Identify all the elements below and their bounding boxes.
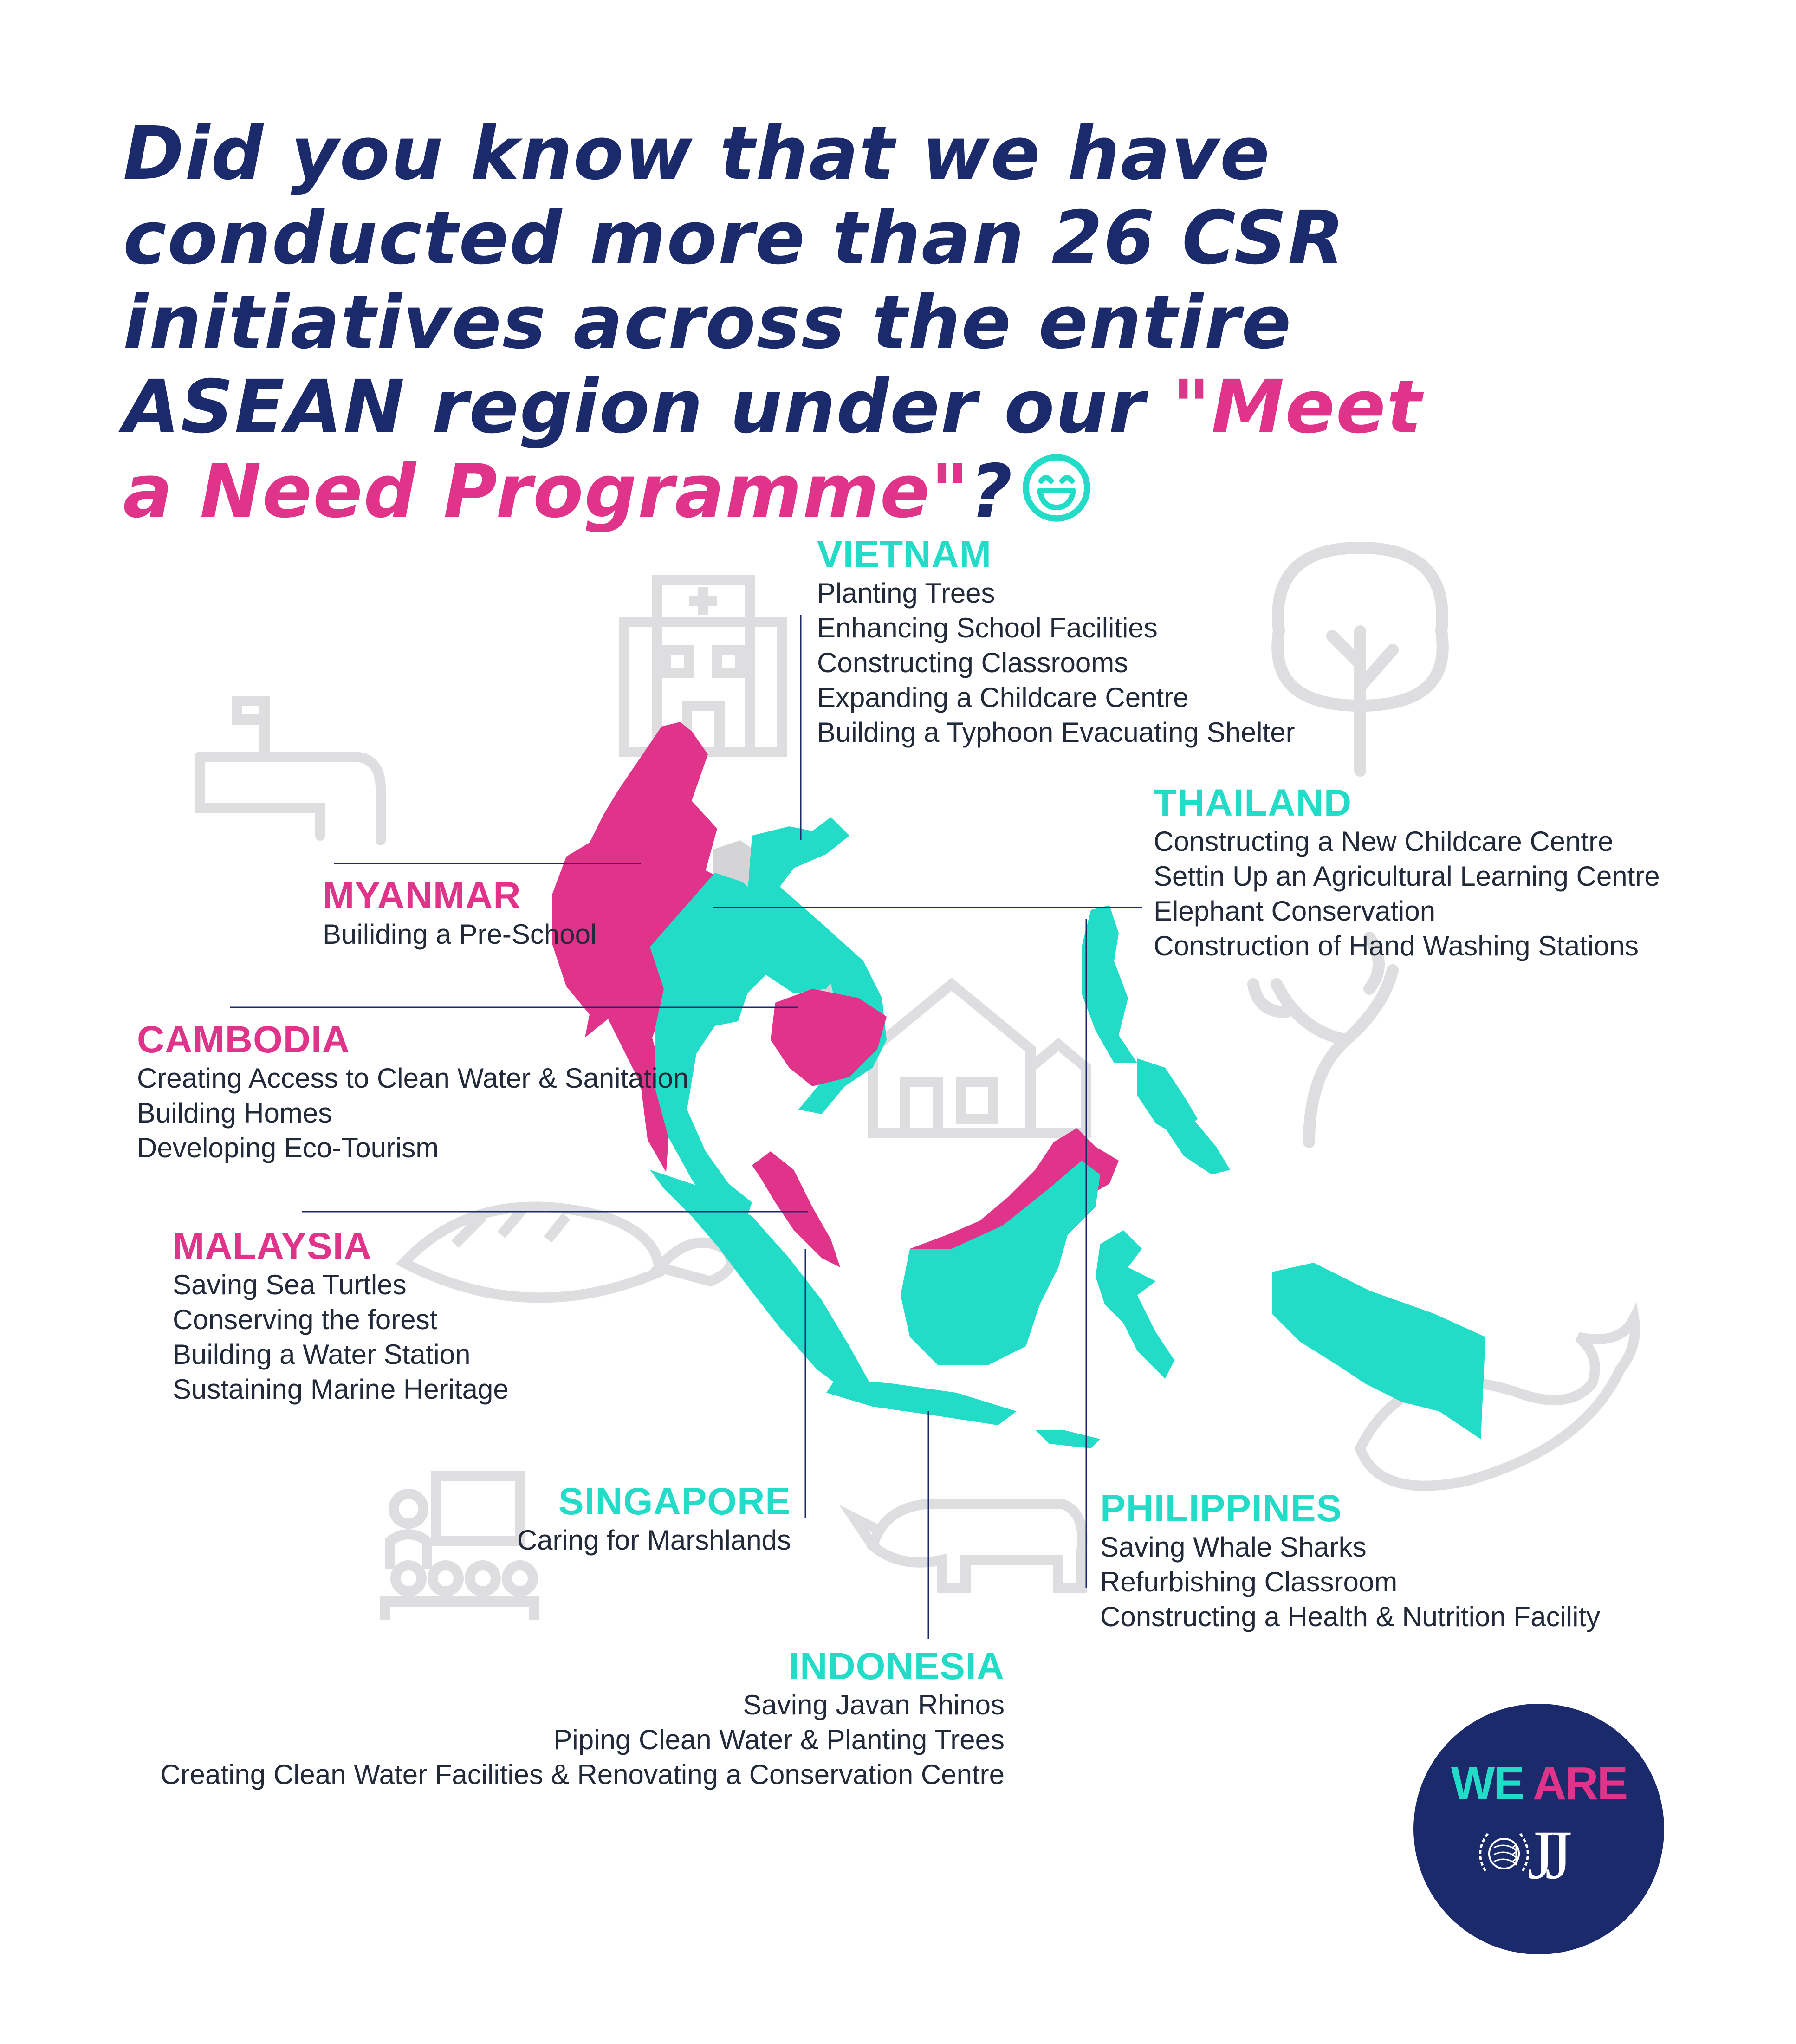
malaysia-item: Building a Water Station [173,1339,471,1370]
malaysia-block [173,1226,509,1407]
philippines-name: PHILIPPINES [1100,1487,1342,1530]
cambodia-item: Creating Access to Clean Water & Sanitation [137,1063,689,1094]
sumatra-shape [650,1170,873,1397]
borneo-shape [901,1161,1100,1365]
thailand-item: Elephant Conservation [1154,895,1436,927]
myanmar-item: Builiding a Pre-School [323,919,597,950]
we-are-jj-logo [1413,1704,1664,1954]
thailand-item: Settin Up an Agricultural Learning Centre [1154,861,1660,892]
thailand-item: Construction of Hand Washing Stations [1154,930,1639,961]
headline-text: Did you know that we have conducted more than 26 CSR initiatives across the entire ASEAN region under our [123,111,1345,450]
rhino-icon [854,1504,1083,1588]
thailand-name: THAILAND [1154,782,1352,824]
malaysia-name: MALAYSIA [173,1225,372,1267]
coral-icon [1253,938,1393,1142]
indonesia-item: Creating Clean Water Facilities & Renovating a Conservation Centre [160,1759,1005,1790]
malaysia-item: Sustaining Marine Heritage [173,1374,509,1405]
cambodia-item: Developing Eco-Tourism [137,1132,439,1163]
philippines-item: Constructing a Health & Nutrition Facility [1100,1601,1601,1632]
indonesia-item: Saving Javan Rhinos [743,1689,1005,1720]
sulawesi-shape [1096,1230,1174,1379]
vietnam-item: Expanding a Childcare Centre [817,682,1189,713]
thailand-block [1154,782,1660,963]
philippines-block [1100,1488,1600,1634]
classroom-icon [385,1476,534,1620]
vietnam-item: Enhancing School Facilities [817,612,1158,643]
myanmar-block [323,875,597,952]
singapore-item: Caring for Marshlands [517,1525,791,1556]
malaysia-item: Conserving the forest [173,1304,438,1335]
indonesia-item: Piping Clean Water & Planting Trees [553,1724,1005,1755]
vietnam-block [817,534,1295,750]
thailand-item: Constructing a New Childcare Centre [1154,826,1614,857]
cambodia-item: Building Homes [137,1097,332,1129]
logo-wordmark [1413,1757,1664,1810]
myanmar-name: MYANMAR [323,875,521,917]
logo-are: ARE [1533,1758,1627,1810]
vietnam-item: Planting Trees [817,578,995,609]
cambodia-name: CAMBODIA [137,1019,350,1061]
singapore-name: SINGAPORE [558,1480,791,1523]
headline-question-mark: ? [970,449,1013,534]
java-shape [826,1379,1100,1448]
house-icon [873,984,1086,1133]
indonesia-block [160,1646,1005,1792]
tree-icon [1277,548,1443,771]
faucet-icon [200,701,381,840]
logo-jj: JJ [1527,1817,1563,1894]
malaysia-item: Saving Sea Turtles [173,1269,407,1300]
cambodia-block [137,1019,688,1165]
philippines-item: Refurbishing Classroom [1100,1566,1398,1597]
programme-name: "Meet a Need Programme" [123,364,1423,534]
vietnam-item: Building a Typhoon Evacuating Shelter [817,717,1295,748]
indonesia-name: INDONESIA [789,1645,1005,1687]
fish-emblem-icon [1476,1827,1532,1882]
vietnam-name: VIETNAM [817,533,992,576]
vietnam-item: Constructing Classrooms [817,647,1128,678]
hospital-icon [624,580,782,752]
philippines-item: Saving Whale Sharks [1100,1531,1367,1563]
singapore-block [517,1481,791,1557]
logo-we: WE [1451,1758,1523,1810]
